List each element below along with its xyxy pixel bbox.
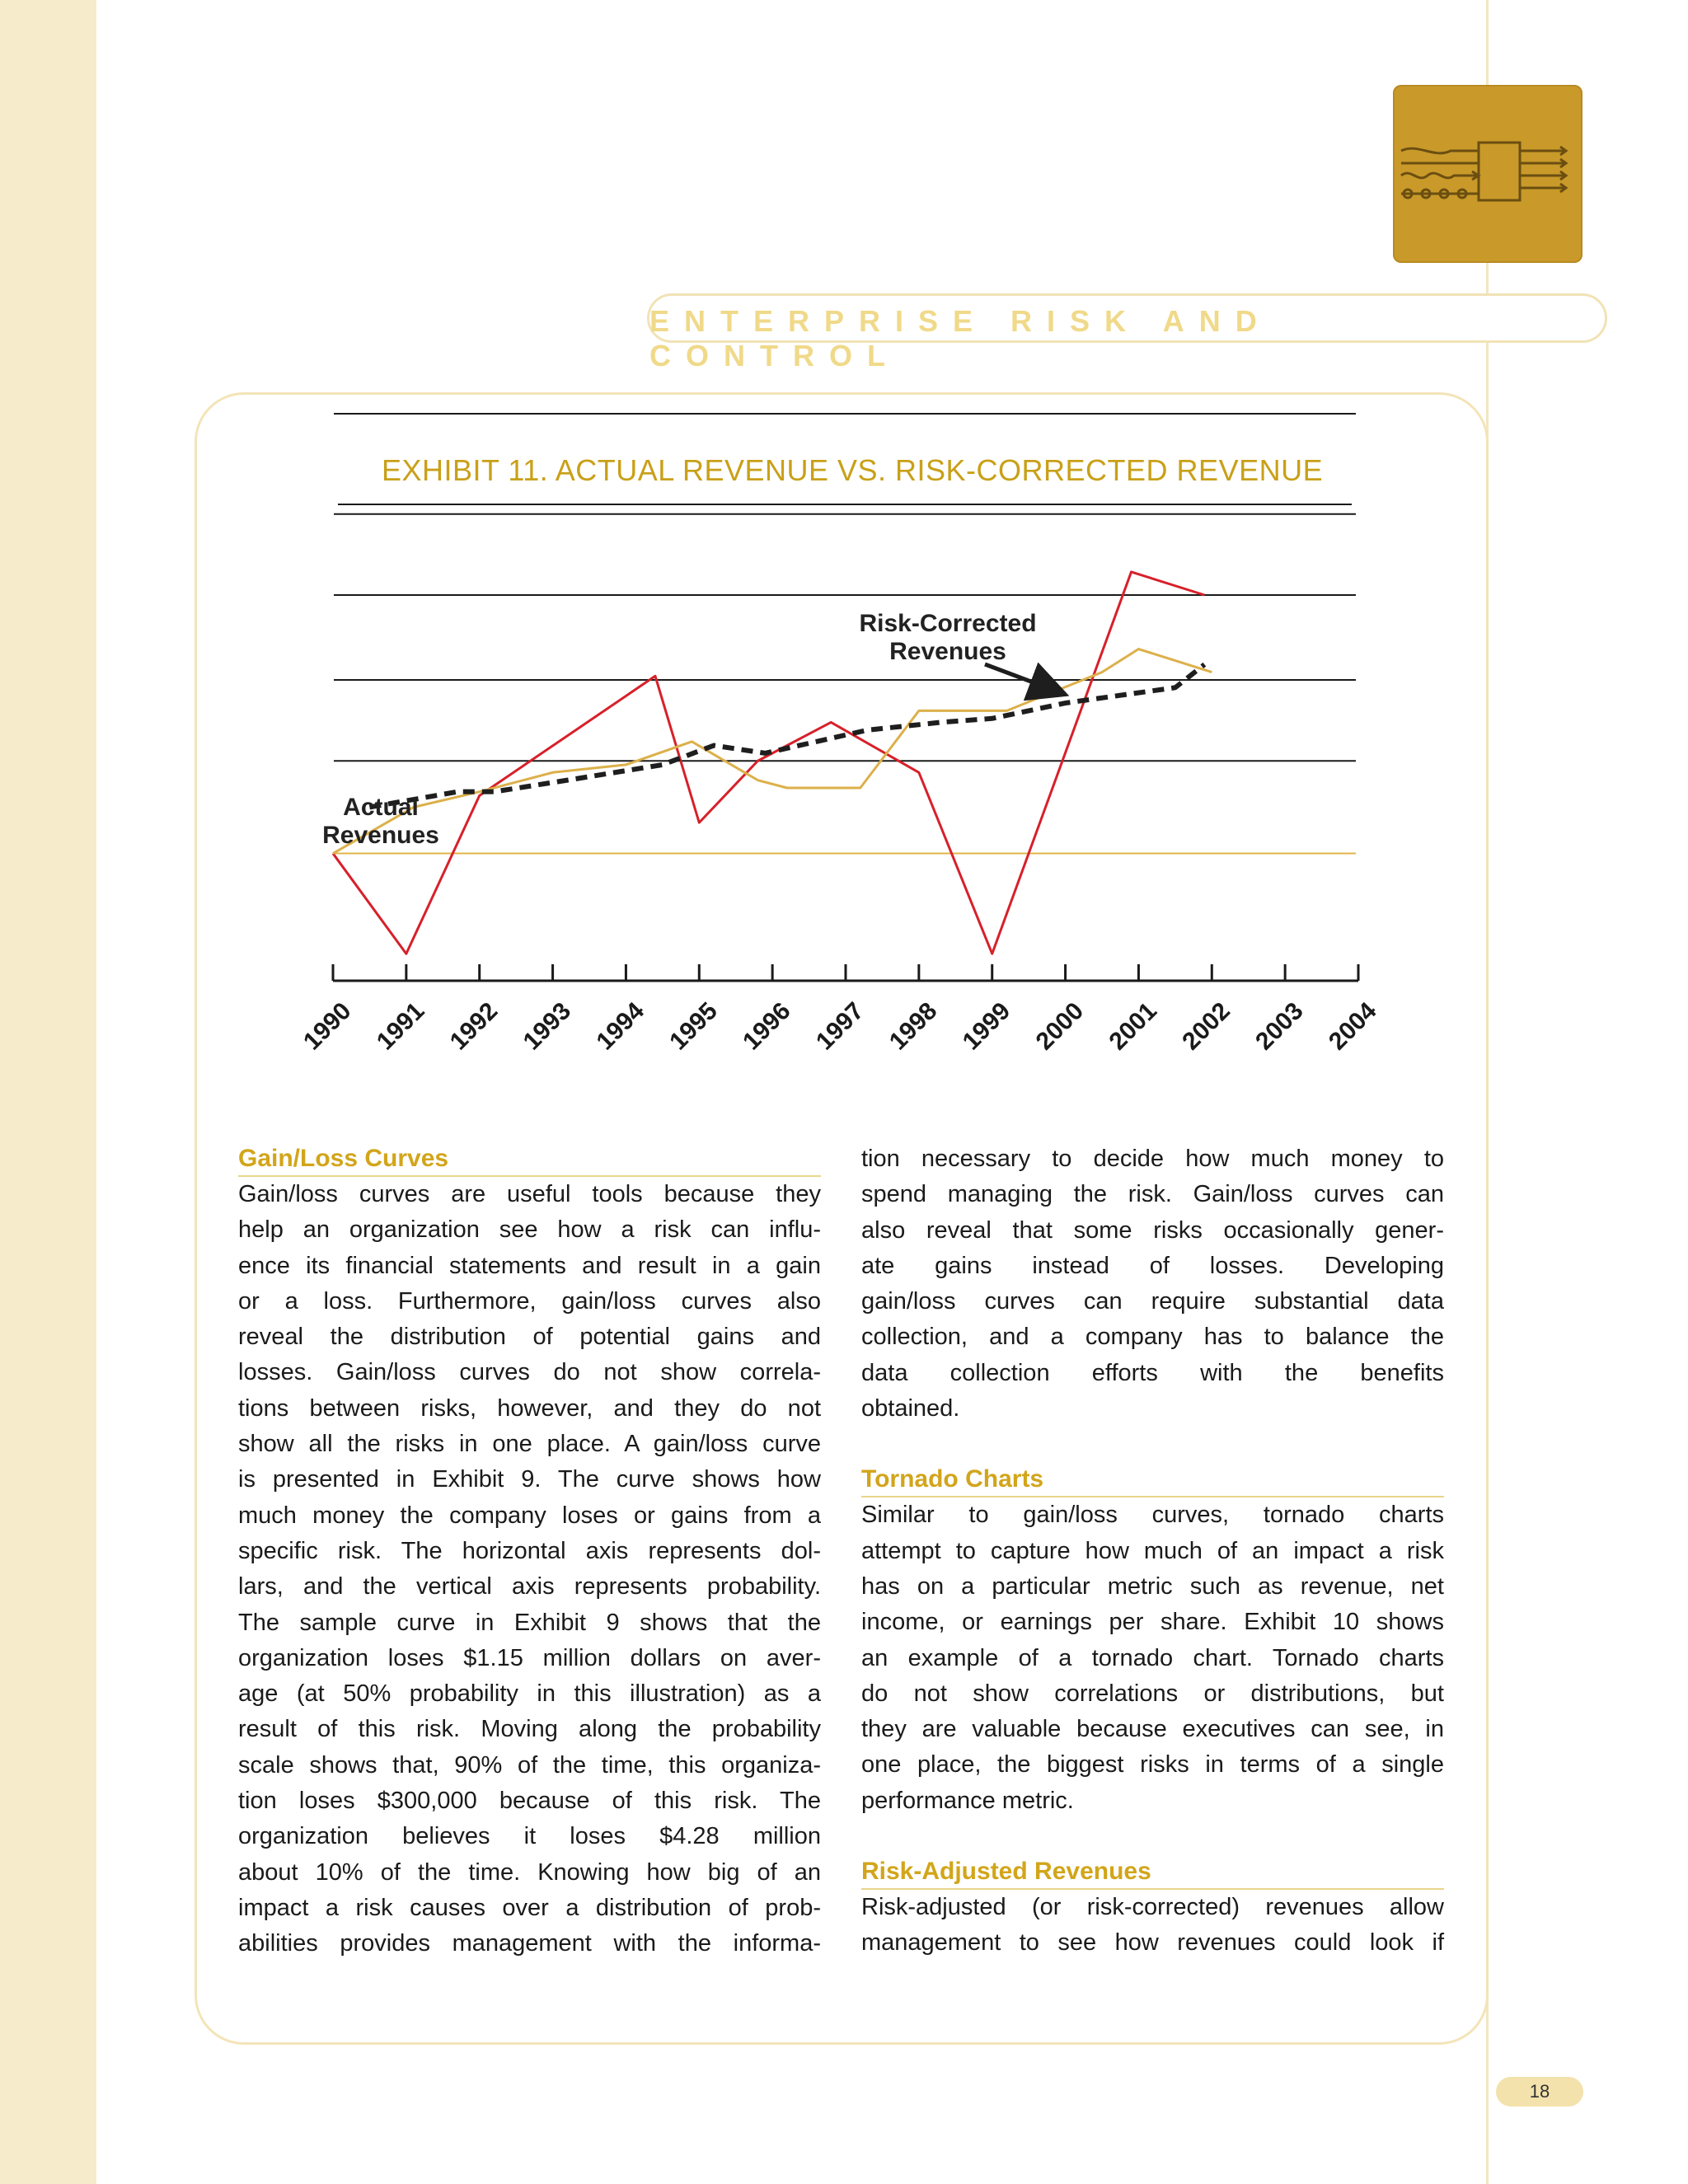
- left-text-column: [238, 1141, 821, 1962]
- body-line: organization loses $1.15 million dollars on aver-: [238, 1644, 821, 1671]
- body-line: or a loss. Furthermore, gain/loss curves also: [238, 1287, 821, 1315]
- annotation-line: Risk-Corrected: [859, 610, 1037, 637]
- body-line: they are valuable because executives can see, in: [861, 1716, 1444, 1743]
- body-line: impact a risk causes over a distribution of prob-: [238, 1894, 821, 1921]
- body-line: collection, and a company has to balance the: [861, 1324, 1444, 1351]
- body-line: age (at 50% probability in this illustration) as a: [238, 1680, 821, 1708]
- body-line: much money the company loses or gains from a: [238, 1502, 821, 1529]
- body-line: abilities provides management with the informa-: [238, 1930, 821, 1957]
- body-line: Similar to gain/loss curves, tornado charts: [861, 1502, 1444, 1529]
- body-line: an example of a tornado chart. Tornado charts: [861, 1644, 1444, 1671]
- gain-loss-body-continued: [861, 1141, 1444, 1427]
- body-line: organization believes it loses $4.28 million: [238, 1823, 821, 1850]
- body-line: reveal the distribution of potential gains and: [238, 1324, 821, 1351]
- right-text-column: [861, 1141, 1444, 1961]
- body-line: obtained.: [861, 1395, 960, 1422]
- body-line: income, or earnings per share. Exhibit 10 shows: [861, 1609, 1444, 1636]
- section-gap: [861, 1819, 1444, 1854]
- body-line: Risk-adjusted (or risk-corrected) revenues allow: [861, 1894, 1444, 1921]
- tornado-heading: Tornado Charts: [861, 1462, 1444, 1497]
- body-line: one place, the biggest risks in terms of a single: [861, 1751, 1444, 1779]
- risk-adjusted-body: [861, 1890, 1444, 1961]
- annotation-line: Revenues: [322, 822, 439, 849]
- x-tick-label: 2000: [1030, 997, 1090, 1056]
- body-line: The sample curve in Exhibit 9 shows that the: [238, 1609, 821, 1636]
- body-line: tions between risks, however, and they do not: [238, 1394, 821, 1422]
- body-line: Gain/loss curves are useful tools because they: [238, 1181, 821, 1207]
- series-line-actual-revenues: [333, 572, 1204, 954]
- exhibit-title: EXHIBIT 11. ACTUAL REVENUE VS. RISK-CORRECTED REVENUE: [382, 453, 1324, 487]
- body-line: losses. Gain/loss curves do not show correla-: [238, 1359, 821, 1386]
- body-line: performance metric.: [861, 1787, 1074, 1814]
- body-line: also reveal that some risks occasionally gener-: [861, 1216, 1444, 1244]
- tornado-body: [861, 1497, 1444, 1819]
- body-line: is presented in Exhibit 9. The curve shows how: [238, 1466, 821, 1493]
- body-line: specific risk. The horizontal axis represents dol-: [238, 1537, 821, 1564]
- body-line: do not show correlations or distributions, but: [861, 1680, 1444, 1707]
- body-line: has on a particular metric such as revenue, net: [861, 1572, 1444, 1600]
- x-tick-label: 1999: [957, 997, 1016, 1056]
- risk-adjusted-heading: Risk-Adjusted Revenues: [861, 1854, 1444, 1890]
- gain-loss-body: [238, 1177, 821, 1962]
- body-line: scale shows that, 90% of the time, this organiza-: [238, 1751, 821, 1779]
- body-line: spend managing the risk. Gain/loss curves can: [861, 1181, 1444, 1208]
- annotation-arrow: [985, 664, 1062, 693]
- x-tick-label: 2003: [1250, 997, 1309, 1056]
- x-tick-label: 1994: [591, 997, 649, 1056]
- annotation-line: Revenues: [889, 638, 1006, 665]
- x-tick-label: 1998: [884, 997, 943, 1056]
- x-tick-label: 1990: [298, 997, 357, 1056]
- annotation-line: Actual: [343, 794, 419, 821]
- body-line: data collection efforts with the benefits: [861, 1359, 1444, 1386]
- annotation-actual: [322, 794, 439, 849]
- section-title: ENTERPRISE RISK AND CONTROL: [649, 304, 1272, 373]
- x-tick-label: 1995: [664, 997, 723, 1056]
- body-line: management to see how revenues could look if: [861, 1929, 1444, 1957]
- annotation-risk-corrected: [859, 610, 1036, 665]
- x-tick-label: 1993: [518, 997, 577, 1056]
- body-line: help an organization see how a risk can influ-: [238, 1216, 821, 1244]
- body-line: attempt to capture how much of an impact a risk: [861, 1537, 1444, 1564]
- body-line: ence its financial statements and result in a gain: [238, 1252, 821, 1279]
- body-line: lars, and the vertical axis represents probability.: [238, 1573, 821, 1601]
- page-number: 18: [1496, 2077, 1583, 2107]
- x-tick-label: 2001: [1104, 997, 1162, 1056]
- body-line: about 10% of the time. Knowing how big of an: [238, 1858, 821, 1886]
- body-line: result of this risk. Moving along the probability: [238, 1716, 821, 1743]
- x-tick-label: 2004: [1324, 997, 1382, 1056]
- body-line: gain/loss curves can require substantial data: [861, 1288, 1444, 1315]
- x-tick-label: 2002: [1177, 997, 1236, 1056]
- body-line: show all the risks in one place. A gain/loss curve: [238, 1431, 821, 1458]
- x-tick-label: 1996: [738, 997, 796, 1056]
- x-tick-label: 1992: [444, 997, 504, 1056]
- section-gap: [861, 1427, 1444, 1462]
- body-line: tion loses $300,000 because of this risk. The: [238, 1788, 821, 1815]
- gain-loss-heading: Gain/Loss Curves: [238, 1141, 821, 1177]
- x-tick-label: 1991: [371, 997, 430, 1056]
- x-tick-label: 1997: [811, 997, 870, 1056]
- body-line: tion necessary to decide how much money to: [861, 1146, 1444, 1172]
- body-line: ate gains instead of losses. Developing: [861, 1252, 1444, 1279]
